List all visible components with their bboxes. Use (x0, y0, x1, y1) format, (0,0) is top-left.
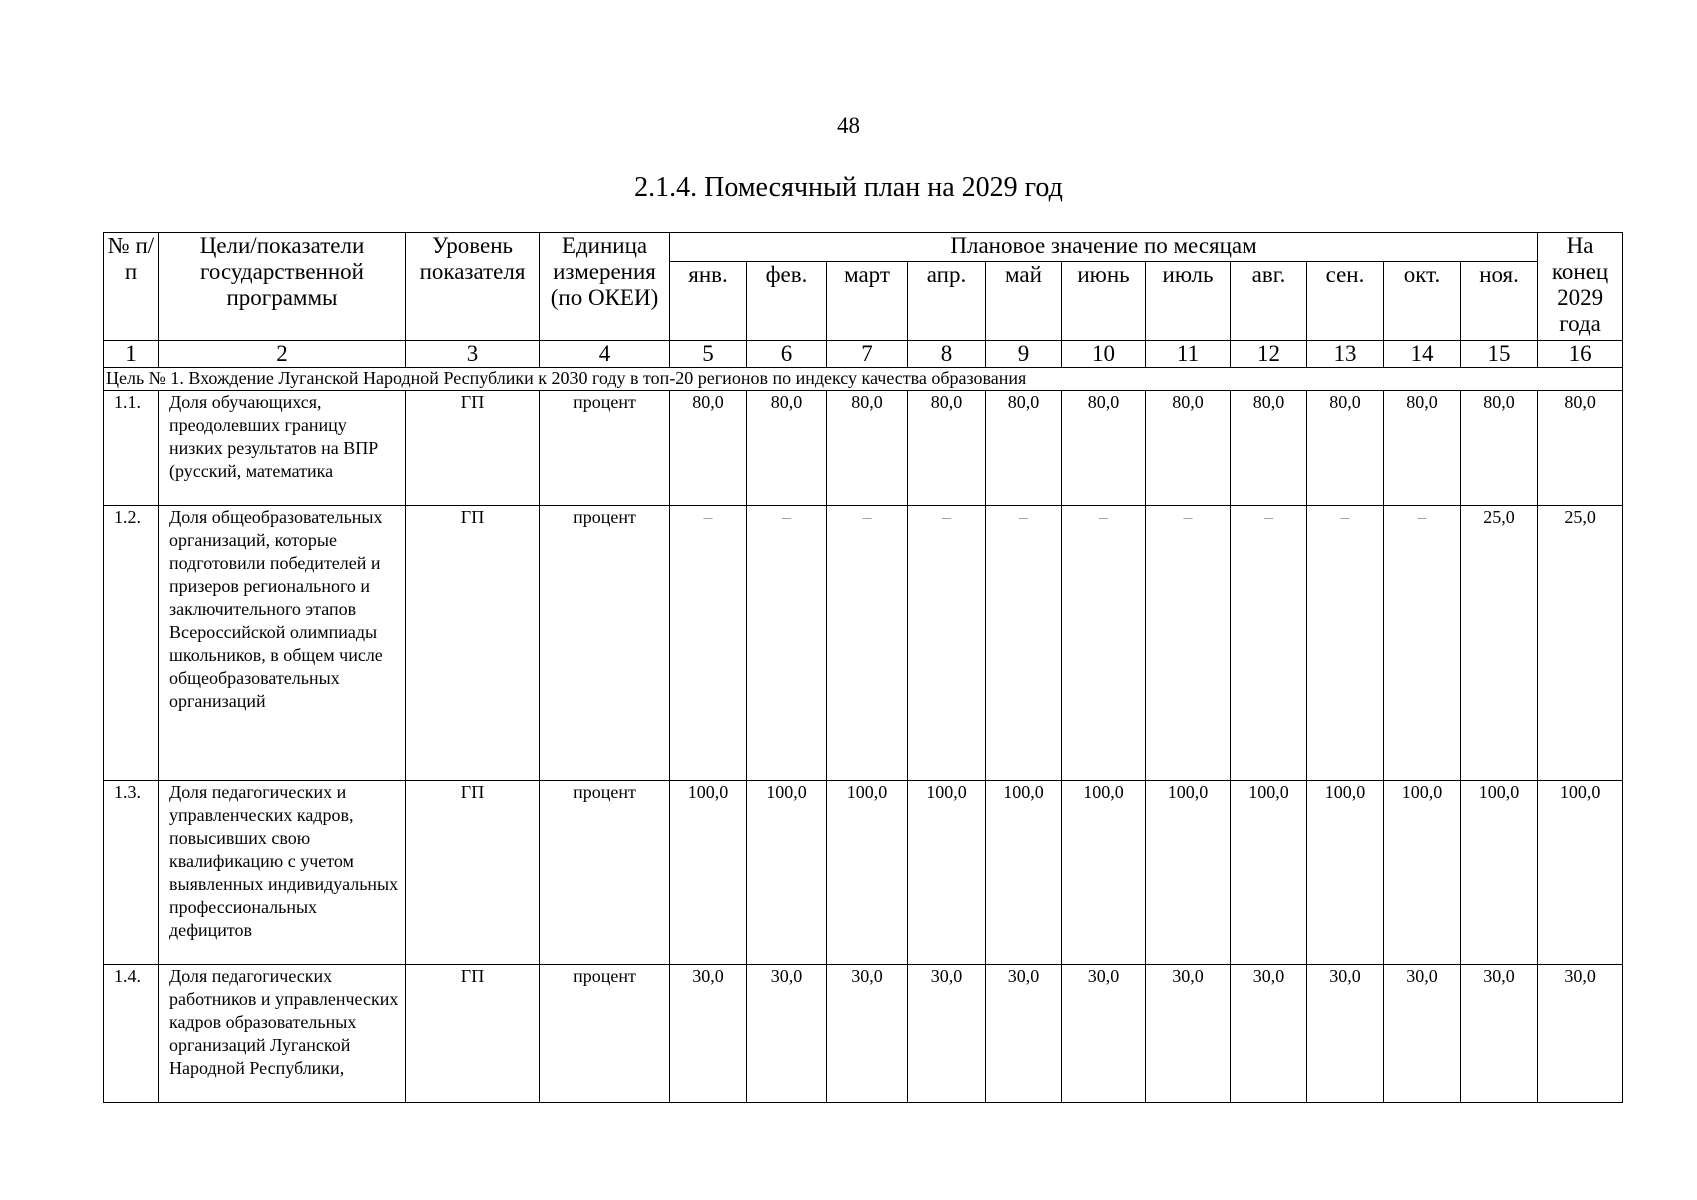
row-number: 1.3. (104, 781, 159, 965)
month-value: 30,0 (1307, 965, 1384, 1103)
column-number: 15 (1461, 341, 1538, 368)
table-row (104, 781, 1623, 965)
indicator-unit: процент (540, 506, 670, 781)
monthly-plan-table (103, 232, 1623, 1103)
month-header: июль (1146, 262, 1231, 341)
month-header: май (986, 262, 1062, 341)
month-value: – (986, 506, 1062, 781)
table-row (104, 965, 1623, 1103)
column-number: 7 (827, 341, 908, 368)
goal-heading: Цель № 1. Вхождение Луганской Народной Республики к 2030 году в топ-20 регионов по индексу качества образования (104, 368, 1623, 391)
month-value: – (670, 506, 747, 781)
column-number: 6 (747, 341, 827, 368)
indicator-unit: процент (540, 965, 670, 1103)
indicator-level: ГП (406, 506, 540, 781)
end-value: 80,0 (1538, 391, 1623, 506)
month-value: – (1146, 506, 1231, 781)
column-number: 14 (1384, 341, 1461, 368)
column-number: 16 (1538, 341, 1623, 368)
month-value: 30,0 (1231, 965, 1307, 1103)
month-value: 100,0 (1146, 781, 1231, 965)
month-value: 80,0 (1461, 391, 1538, 506)
header-col-end: На конец 2029 года (1538, 233, 1623, 341)
column-numbers-row (104, 341, 1623, 368)
month-value: 80,0 (670, 391, 747, 506)
month-value: 80,0 (1146, 391, 1231, 506)
month-value: – (1384, 506, 1461, 781)
month-header: фев. (747, 262, 827, 341)
header-col-goal: Цели/показатели государственной программы (159, 233, 406, 341)
month-value: 80,0 (1231, 391, 1307, 506)
month-value: 100,0 (1307, 781, 1384, 965)
month-value: – (827, 506, 908, 781)
month-value: 30,0 (670, 965, 747, 1103)
row-number: 1.1. (104, 391, 159, 506)
column-number: 11 (1146, 341, 1231, 368)
month-value: 100,0 (1461, 781, 1538, 965)
column-number: 12 (1231, 341, 1307, 368)
column-number: 2 (159, 341, 406, 368)
column-number: 1 (104, 341, 159, 368)
month-value: 100,0 (747, 781, 827, 965)
column-number: 9 (986, 341, 1062, 368)
month-value: 80,0 (827, 391, 908, 506)
month-value: 30,0 (827, 965, 908, 1103)
indicator-unit: процент (540, 781, 670, 965)
month-header: окт. (1384, 262, 1461, 341)
month-header: апр. (908, 262, 986, 341)
month-value: – (747, 506, 827, 781)
month-value: 30,0 (908, 965, 986, 1103)
month-value: 100,0 (1231, 781, 1307, 965)
month-value: 30,0 (747, 965, 827, 1103)
month-value: 30,0 (1062, 965, 1146, 1103)
month-value: – (1231, 506, 1307, 781)
month-value: 80,0 (1062, 391, 1146, 506)
month-value: 100,0 (986, 781, 1062, 965)
month-value: 100,0 (1384, 781, 1461, 965)
month-value: – (1307, 506, 1384, 781)
column-number: 3 (406, 341, 540, 368)
page-number: 48 (837, 113, 860, 138)
month-value: 25,0 (1461, 506, 1538, 781)
indicator-name: Доля общеобразовательных организаций, которые подготовили победителей и призеров регионального и заключительного этапов Всероссийской олимпиады школьников, в общем числе общеобразовательных организаций (159, 506, 406, 781)
month-value: 100,0 (1062, 781, 1146, 965)
column-number: 5 (670, 341, 747, 368)
month-value: 100,0 (827, 781, 908, 965)
column-number: 4 (540, 341, 670, 368)
end-value: 25,0 (1538, 506, 1623, 781)
month-value: 100,0 (670, 781, 747, 965)
month-value: 80,0 (1307, 391, 1384, 506)
month-value: 30,0 (986, 965, 1062, 1103)
header-col-unit: Единица измерения (по ОКЕИ) (540, 233, 670, 341)
month-value: 80,0 (1384, 391, 1461, 506)
month-value: 30,0 (1384, 965, 1461, 1103)
month-value: 80,0 (747, 391, 827, 506)
month-value: 30,0 (1461, 965, 1538, 1103)
page-title: 2.1.4. Помесячный план на 2029 год (634, 172, 1063, 203)
month-value: 80,0 (908, 391, 986, 506)
indicator-level: ГП (406, 391, 540, 506)
column-number: 13 (1307, 341, 1384, 368)
table-row (104, 506, 1623, 781)
month-value: 80,0 (986, 391, 1062, 506)
column-number: 8 (908, 341, 986, 368)
indicator-name: Доля педагогических и управленческих кадров, повысивших свою квалификацию с учетом выявленных индивидуальных профессиональных дефицитов (159, 781, 406, 965)
month-value: – (1062, 506, 1146, 781)
row-number: 1.2. (104, 506, 159, 781)
month-header: ноя. (1461, 262, 1538, 341)
month-header: март (827, 262, 908, 341)
indicator-level: ГП (406, 965, 540, 1103)
month-value: 100,0 (908, 781, 986, 965)
indicator-level: ГП (406, 781, 540, 965)
month-header: июнь (1062, 262, 1146, 341)
month-value: 30,0 (1146, 965, 1231, 1103)
month-header: янв. (670, 262, 747, 341)
indicator-name: Доля педагогических работников и управленческих кадров образовательных организаций Луганской Народной Республики, (159, 965, 406, 1103)
table-row (104, 391, 1623, 506)
month-header: сен. (1307, 262, 1384, 341)
month-header: авг. (1231, 262, 1307, 341)
header-col-level: Уровень показателя (406, 233, 540, 341)
indicator-unit: процент (540, 391, 670, 506)
header-col-monthly: Плановое значение по месяцам (670, 233, 1538, 262)
end-value: 100,0 (1538, 781, 1623, 965)
column-number: 10 (1062, 341, 1146, 368)
month-value: – (908, 506, 986, 781)
header-col-num: № п/п (104, 233, 159, 341)
row-number: 1.4. (104, 965, 159, 1103)
indicator-name: Доля обучающихся, преодолевших границу низких результатов на ВПР (русский, математика (159, 391, 406, 506)
end-value: 30,0 (1538, 965, 1623, 1103)
